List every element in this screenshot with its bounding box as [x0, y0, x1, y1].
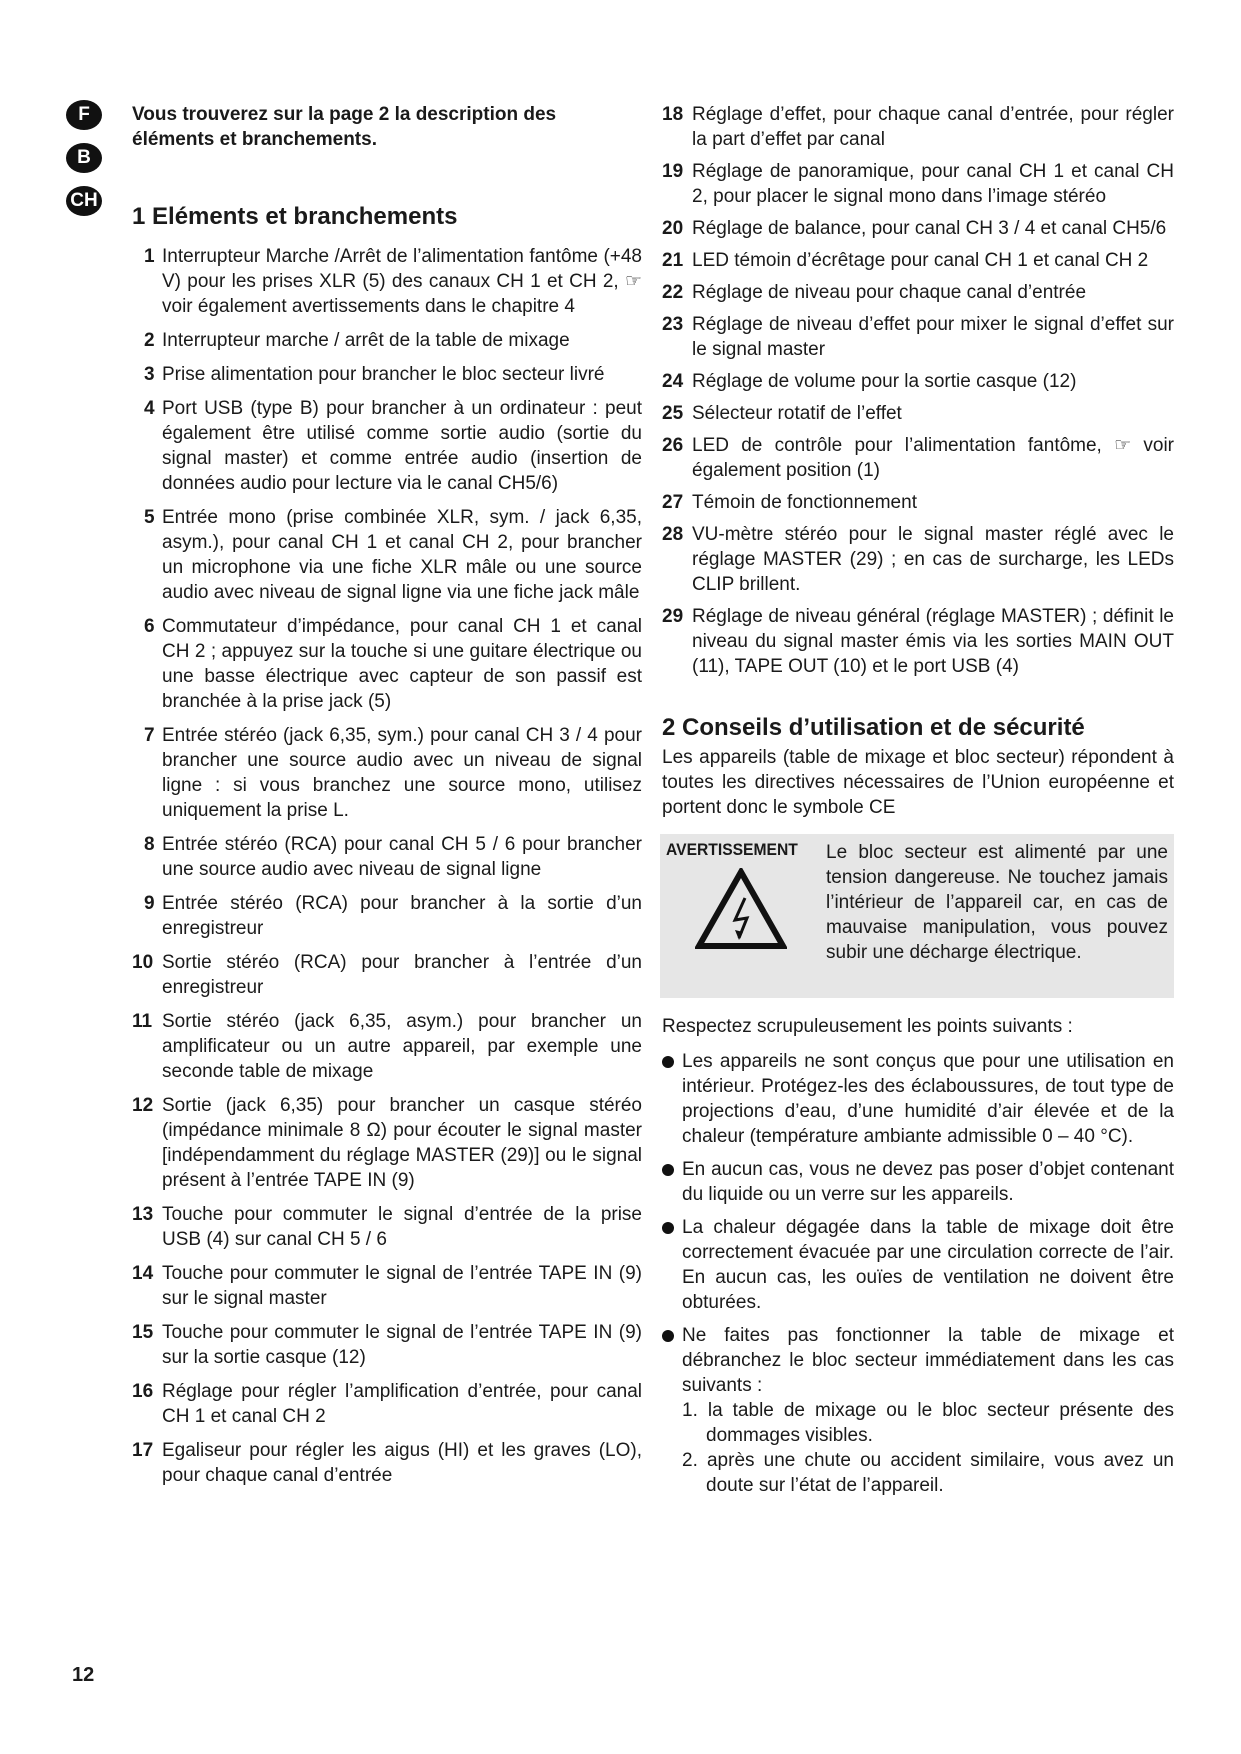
section-1-title: 1 Eléments et branchements — [132, 203, 458, 230]
list-item: 3 Prise alimentation pour brancher le bloc secteur livré — [144, 364, 605, 385]
right-column — [662, 102, 1174, 1506]
page-number: 12 — [72, 1664, 95, 1686]
list-item: 8 Entrée stéréo (RCA) pour canal CH 5 / 6 pour brancher une source audio avec niveau de signal ligne — [144, 834, 642, 880]
elements-list-cont — [132, 950, 642, 1488]
list-item: 6 Commutateur d’impédance, pour canal CH 1 et canal CH 2 ; appuyez sur la touche si une guitare électrique ou une basse électrique avec capteur de son passif est branchée à la prise jack (5) — [144, 616, 642, 712]
left-column — [132, 102, 642, 1497]
list-item: 10 Sortie stéréo (RCA) pour brancher à l’entrée d’un enregistreur — [132, 952, 642, 998]
sub-list-item: 2. après une chute ou accident similaire, vous avez un doute sur l’état de l’appareil. — [682, 1450, 1174, 1496]
list-item: 4 Port USB (type B) pour brancher à un ordinateur : peut également être utilisé comme sortie audio (sortie du signal master) et comme entrée audio (insertion de données audio pour lecture via le canal CH5/6) — [144, 398, 642, 494]
bullet-icon — [662, 1056, 674, 1068]
list-item: 28 VU-mètre stéréo pour le signal master réglé avec le réglage MASTER (29) ; en cas de surcharge, les LEDs CLIP brillent. — [662, 524, 1174, 595]
list-item: 18 Réglage d’effet, pour chaque canal d’entrée, pour régler la part d’effet par canal — [662, 104, 1174, 150]
list-item: 16 Réglage pour régler l’amplification d’entrée, pour canal CH 1 et canal CH 2 — [132, 1381, 642, 1427]
section-2-title: 2 Conseils d’utilisation et de sécurité — [662, 714, 1085, 741]
list-item: Les appareils ne sont conçus que pour une utilisation en intérieur. Protégez-les des éclaboussures, de tout type de projections d’eau, d’une humidité d’air élevée et de la chaleur (température ambiante admissible 0 – 40 °C). — [662, 1049, 1174, 1149]
language-badge-ch: CH — [66, 186, 102, 216]
list-item: Ne faites pas fonctionner la table de mixage et débranchez le bloc secteur immédiatement dans les cas suivants : 1. la table de mixage ou le bloc secteur présente des dommages visibles. 2. après une chute ou accident similaire, vous avez un doute sur l’état de l’appareil. — [662, 1323, 1174, 1498]
list-item: 21 LED témoin d’écrêtage pour canal CH 1 et canal CH 2 — [662, 250, 1149, 271]
list-item: 20 Réglage de balance, pour canal CH 3 / 4 et canal CH5/6 — [662, 218, 1167, 239]
compliance-text: Les appareils (table de mixage et bloc secteur) répondent à toutes les directives nécessaires de l’Union européenne et portent donc le symbole CE — [662, 747, 1174, 818]
bullet-icon — [662, 1222, 674, 1234]
intro-text: Vous trouverez sur la page 2 la description des éléments et branchements. — [132, 104, 557, 150]
list-item: En aucun cas, vous ne devez pas poser d’objet contenant du liquide ou un verre sur les appareils. — [662, 1157, 1174, 1207]
warning-label: AVERTISSEMENT — [666, 840, 798, 859]
sub-list — [682, 1398, 1174, 1498]
list-item: 11 Sortie stéréo (jack 6,35, asym.) pour brancher un amplificateur ou un autre appareil, par exemple une seconde table de mixage — [132, 1011, 642, 1082]
list-item: 24 Réglage de volume pour la sortie casque (12) — [662, 371, 1077, 392]
warning-header — [666, 840, 816, 955]
list-item: 5 Entrée mono (prise combinée XLR, sym. / jack 6,35, asym.), pour canal CH 1 et canal CH 2, pour brancher un microphone via une fiche XLR mâle ou une source audio avec niveau de signal ligne via une fiche jack mâle — [144, 507, 642, 603]
language-badges — [66, 100, 106, 229]
list-item: 26 LED de contrôle pour l’alimentation fantôme, ☞ voir également position (1) — [662, 435, 1174, 481]
list-item: 7 Entrée stéréo (jack 6,35, sym.) pour canal CH 3 / 4 pour brancher une source audio avec un niveau de signal ligne : si vous branchez une source mono, utilisez uniquement la prise L. — [144, 725, 642, 821]
sub-list-item: 1. la table de mixage ou le bloc secteur présente des dommages visibles. — [682, 1400, 1174, 1446]
elements-list — [144, 244, 642, 941]
list-item: 2 Interrupteur marche / arrêt de la table de mixage — [144, 330, 570, 351]
bullet-icon — [662, 1330, 674, 1342]
list-item: La chaleur dégagée dans la table de mixage doit être correctement évacuée par une circulation correcte de l’air. En aucun cas, les ouïes de ventilation ne doivent être obturées. — [662, 1215, 1174, 1315]
language-badge-f: F — [66, 100, 102, 130]
list-item: 1 Interrupteur Marche /Arrêt de l’alimentation fantôme (+48 V) pour les prises XLR (5) des canaux CH 1 et CH 2, ☞ voir également avertissements dans le chapitre 4 — [144, 246, 642, 317]
list-item: 22 Réglage de niveau pour chaque canal d’entrée — [662, 282, 1087, 303]
list-item: 19 Réglage de panoramique, pour canal CH 1 et canal CH 2, pour placer le signal mono dans l’image stéréo — [662, 161, 1174, 207]
elements-list-right — [662, 102, 1174, 679]
respect-text: Respectez scrupuleusement les points suivants : — [662, 1016, 1073, 1037]
list-item: 17 Egaliseur pour régler les aigus (HI) et les graves (LO), pour chaque canal d’entrée — [132, 1440, 642, 1486]
list-item: 13 Touche pour commuter le signal d’entrée de la prise USB (4) sur canal CH 5 / 6 — [132, 1204, 642, 1250]
list-item: 25 Sélecteur rotatif de l’effet — [662, 403, 902, 424]
language-badge-b: B — [66, 143, 102, 173]
list-item: 15 Touche pour commuter le signal de l’entrée TAPE IN (9) sur la sortie casque (12) — [132, 1322, 642, 1368]
bullet-icon — [662, 1164, 674, 1176]
list-item: 12 Sortie (jack 6,35) pour brancher un casque stéréo (impédance minimale 8 Ω) pour écouter le signal master [indépendamment du réglage MASTER (29)] ou le signal présent à l’entrée TAPE IN (9) — [132, 1095, 642, 1191]
safety-bullet-list — [662, 1049, 1174, 1498]
high-voltage-warning-icon — [695, 868, 787, 950]
list-item: 27 Témoin de fonctionnement — [662, 492, 917, 513]
list-item: 9 Entrée stéréo (RCA) pour brancher à la sortie d’un enregistreur — [144, 893, 642, 939]
warning-box — [660, 834, 1174, 998]
list-item: 23 Réglage de niveau d’effet pour mixer le signal d’effet sur le signal master — [662, 314, 1174, 360]
list-item: 29 Réglage de niveau général (réglage MASTER) ; définit le niveau du signal master émis via les sorties MAIN OUT (11), TAPE OUT (10) et le port USB (4) — [662, 606, 1174, 677]
list-item: 14 Touche pour commuter le signal de l’entrée TAPE IN (9) sur le signal master — [132, 1263, 642, 1309]
warning-text: Le bloc secteur est alimenté par une tension dangereuse. Ne touchez jamais l’intérieur de l’appareil car, en cas de mauvaise manipulation, vous pouvez subir une décharge électrique. — [826, 842, 1168, 963]
